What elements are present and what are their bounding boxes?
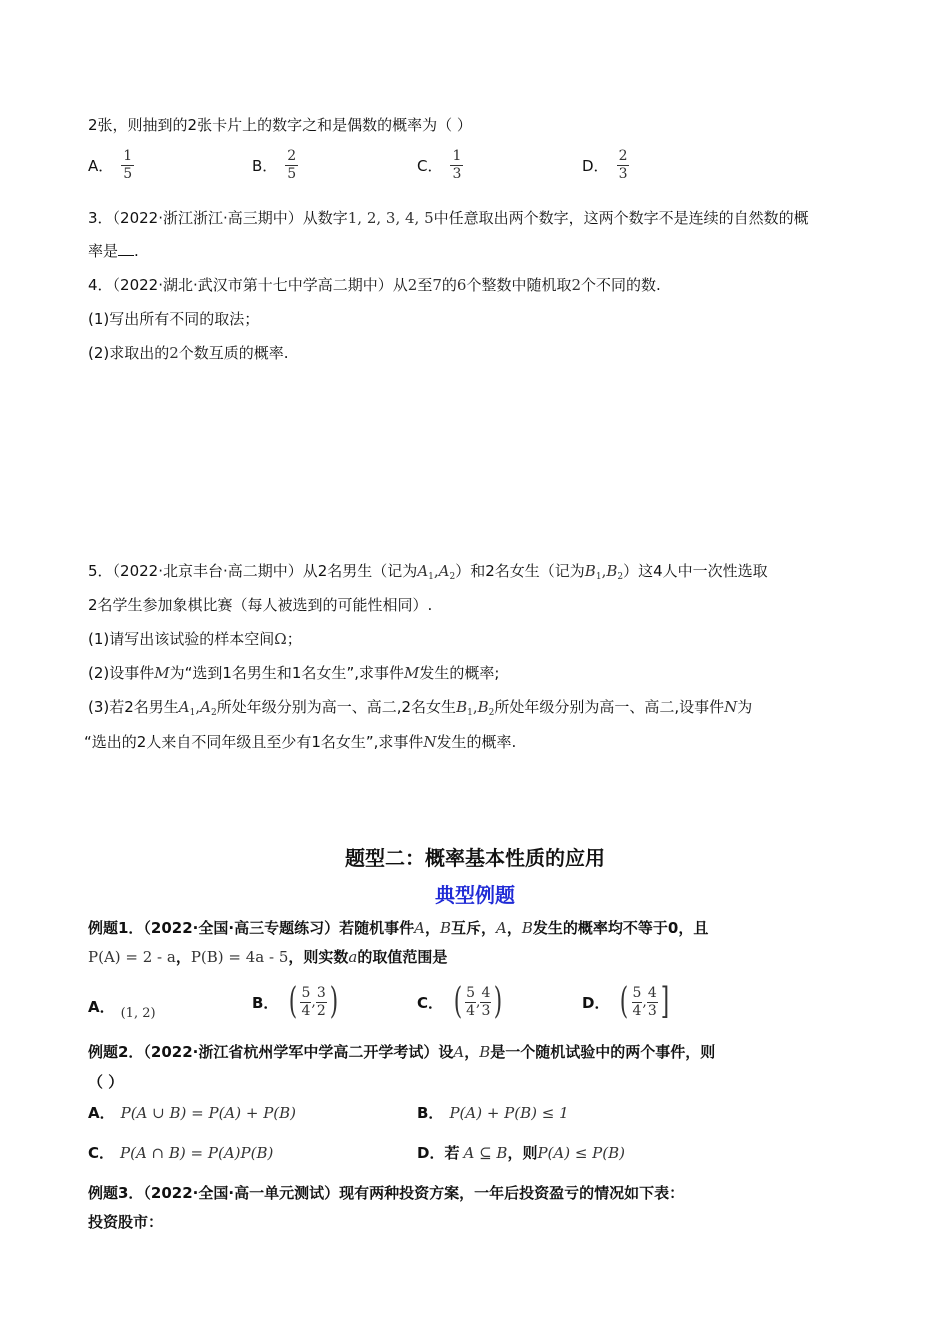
q4-line1 [88, 274, 661, 296]
q5-sub3: (3)若2名男生$A_1,A_2$所处年级分别为高一、高二,2名女生$B_1,B_2$所处年级分别为高一、高二,设事件N为 [88, 698, 753, 718]
fraction [617, 148, 630, 183]
digit-list: 1, 2, 3, 4, 5 [347, 209, 434, 227]
ex1-text: ， [506, 919, 522, 937]
q5-sub-text: 发生的概率. [436, 733, 517, 751]
question-number: 5． [88, 562, 113, 580]
q5-sub3-line2 [84, 731, 516, 753]
fraction [285, 148, 298, 183]
numerator: 1 [452, 148, 462, 164]
ex2-option-c[interactable] [88, 1142, 273, 1163]
var-a1: $A_1$ [178, 698, 196, 718]
math-number: 2 [407, 276, 418, 294]
q4-text: 个不同的数. [581, 276, 661, 294]
q5-sub-text: 为“选到1名男生和1名女生”,求事件 [169, 664, 405, 682]
q3-text-2: 中任意取出两个数字，这两个数字不是连续的自然数的概 [433, 209, 809, 227]
option-label: A． [88, 1104, 115, 1122]
numerator: 1 [123, 148, 133, 164]
interval: ( 5 4 , 4 3 ) [453, 981, 503, 1022]
section-subtitle: 典型例题 [435, 883, 515, 907]
q4-sub2-text: (2)求取出的 [88, 344, 170, 362]
q5-text: ）这4人中一次性选取 [623, 562, 768, 580]
fraction [121, 148, 134, 183]
formula: P(A ∩ B) = P(A)P(B) [120, 1143, 274, 1162]
omega-symbol: Ω [274, 630, 287, 648]
q5-sub1 [88, 628, 302, 650]
q3-text: （2022·浙江浙江·高三期中）从数字 [112, 209, 348, 227]
q5-sub-text: 所处年级分别为高一、高二,2名女生 [216, 698, 457, 716]
q5-text: （2022·北京丰台·高二期中）从2名男生（记为 [112, 562, 418, 580]
ex1-option-c[interactable] [417, 981, 505, 1022]
option-label: B． [417, 1104, 444, 1122]
q2-stem: 2张，则抽到的2张卡片上的数字之和是偶数的概率为（ ） [88, 116, 472, 134]
var-b2: $B_2$ [477, 698, 495, 718]
ex1-line1 [88, 917, 708, 939]
option-label: C． [417, 157, 443, 175]
ex2-option-a[interactable] [88, 1102, 296, 1123]
q4-text: 至 [417, 276, 433, 294]
q5-line1: 5．（2022·北京丰台·高二期中）从2名男生（记为$A_1,A_2$）和2名女生（记为$B_1,B_2$）这4人中一次性选取 [88, 562, 768, 582]
formula: P(A) ≤ P(B) [537, 1143, 626, 1162]
ex2-option-b[interactable] [417, 1102, 569, 1123]
var-b: B [521, 919, 533, 937]
var-a: A [496, 919, 507, 937]
fraction [450, 148, 463, 183]
var-m: M [404, 664, 420, 682]
ex1-text: 互斥， [450, 919, 496, 937]
option-label: C． [417, 993, 444, 1012]
option-label: A． [88, 157, 114, 175]
ex1-option-b[interactable] [252, 981, 341, 1022]
q5-text: ）和2名女生（记为 [455, 562, 585, 580]
option-label: A． [88, 998, 115, 1016]
ex1-option-d[interactable] [582, 981, 672, 1022]
option-label: C． [88, 1144, 115, 1162]
q3-line2: 率是 . [88, 242, 139, 260]
q5-sub-text: ； [286, 630, 302, 648]
formula-pb: P(B) = 4a - 5 [190, 948, 289, 966]
ex2-text: 例题2．（2022·浙江省杭州学军中学高二开学考试）设 [88, 1043, 454, 1061]
ex1-line2 [88, 946, 447, 968]
question-number: 4． [88, 276, 113, 294]
denominator: 3 [618, 166, 628, 182]
numerator: 2 [618, 148, 628, 164]
interval: ( 5 4 , 4 3 ] [620, 981, 670, 1022]
ex1-text: ， [424, 919, 440, 937]
question-number: 3． [88, 209, 113, 227]
option-label: D． [582, 993, 610, 1012]
var-n: N [724, 698, 738, 716]
q4-sub2 [88, 342, 289, 364]
formula: P(A) + P(B) ≤ 1 [449, 1103, 569, 1122]
option-text: ，则 [507, 1144, 538, 1162]
ex2-option-d[interactable] [417, 1142, 625, 1163]
option-label: B． [252, 993, 279, 1012]
var-a: A [453, 1043, 465, 1061]
numerator: 2 [287, 148, 297, 164]
var-m: M [154, 664, 170, 682]
var-b1: $B_1$ [584, 562, 602, 582]
var-a2: $A_2$ [200, 698, 217, 718]
ex2-line1: 例题2．（2022·浙江省杭州学军中学高二开学考试）设A，B是一个随机试验中的两个事件，则 [88, 1043, 716, 1061]
q5-sub-text: 所处年级分别为高一、高二,设事件 [494, 698, 725, 716]
ex3-line2: 投资股市： [88, 1213, 164, 1231]
ex1-text: 发生的概率均不等于0，且 [532, 919, 709, 937]
q4-text: 个整数中随机取 [466, 276, 572, 294]
var-b2: $B_2$ [606, 562, 624, 582]
q5-sub2 [88, 662, 499, 684]
q5-sub-text: 为 [737, 698, 753, 716]
answer-blank[interactable] [118, 241, 134, 256]
math-number: 7 [432, 276, 442, 294]
var-a2: $A_2$ [438, 562, 456, 582]
q4-text: 的 [441, 276, 457, 294]
formula: P(A ∪ B) = P(A) + P(B) [120, 1103, 297, 1122]
q4-text: （2022·湖北·武汉市第十七中学高二期中）从 [112, 276, 408, 294]
interval: ( 5 4 , 3 2 ) [289, 981, 339, 1022]
option-text: 若 [444, 1144, 460, 1162]
var-b1: $B_1$ [456, 698, 473, 718]
var-b: B [479, 1043, 491, 1061]
q2-option-d[interactable] [582, 148, 629, 183]
math-number: 6 [456, 276, 467, 294]
var-a: A [414, 919, 425, 937]
section-title: 题型二：概率基本性质的应用 [345, 846, 605, 870]
option-label: B． [252, 157, 278, 175]
ex2-text: 是一个随机试验中的两个事件，则 [490, 1043, 716, 1061]
q2-option-a[interactable] [88, 148, 134, 183]
q5-sub-text: (2)设事件 [88, 664, 155, 682]
ex1-text: 例题1．（2022·全国·高三专题练习）若随机事件 [88, 919, 415, 937]
var-a1: $A_1$ [417, 562, 434, 582]
formula: A ⊆ B [463, 1143, 508, 1162]
var-b: B [439, 919, 451, 937]
formula-pa: P(A) = 2 - a [88, 948, 176, 966]
q5-sub-text: (3)若2名男生 [88, 698, 179, 716]
q4-sub1: (1)写出所有不同的取法； [88, 310, 260, 328]
ex1-option-a[interactable] [88, 992, 156, 1021]
q3-line1 [88, 207, 809, 229]
q3-text-3: 率是 [88, 242, 119, 260]
var-n: N [423, 733, 437, 751]
option-label: D． [417, 1144, 445, 1162]
option-value: (1, 2) [120, 1006, 156, 1021]
ex1-text: ， [175, 948, 191, 966]
q4-sub2-text: 个数互质的概率. [178, 344, 289, 362]
q5-sub-text: (1)请写出该试验的样本空间 [88, 630, 275, 648]
ex1-text: 的取值范围是 [357, 948, 448, 966]
option-label: D． [582, 157, 609, 175]
math-number: 2 [169, 344, 179, 362]
ex1-text: ，则实数 [288, 948, 349, 966]
denominator: 5 [123, 166, 133, 182]
var-a-small: a [348, 948, 358, 966]
q5-sub-text: “选出的2人来自不同年级且至少有1名女生”,求事件 [84, 733, 424, 751]
q5-sub-text: 发生的概率; [419, 664, 500, 682]
math-number: 2 [571, 276, 581, 294]
ex2-line2: （ ） [88, 1073, 124, 1091]
denominator: 5 [287, 166, 297, 182]
q5-line2: 2名学生参加象棋比赛（每人被选到的可能性相同）. [88, 596, 433, 614]
q2-option-b[interactable] [252, 148, 298, 183]
q2-option-c[interactable] [417, 148, 463, 183]
ex3-line1: 例题3．（2022·全国·高一单元测试）现有两种投资方案，一年后投资盈亏的情况如下表： [88, 1184, 685, 1202]
denominator: 3 [452, 166, 462, 182]
